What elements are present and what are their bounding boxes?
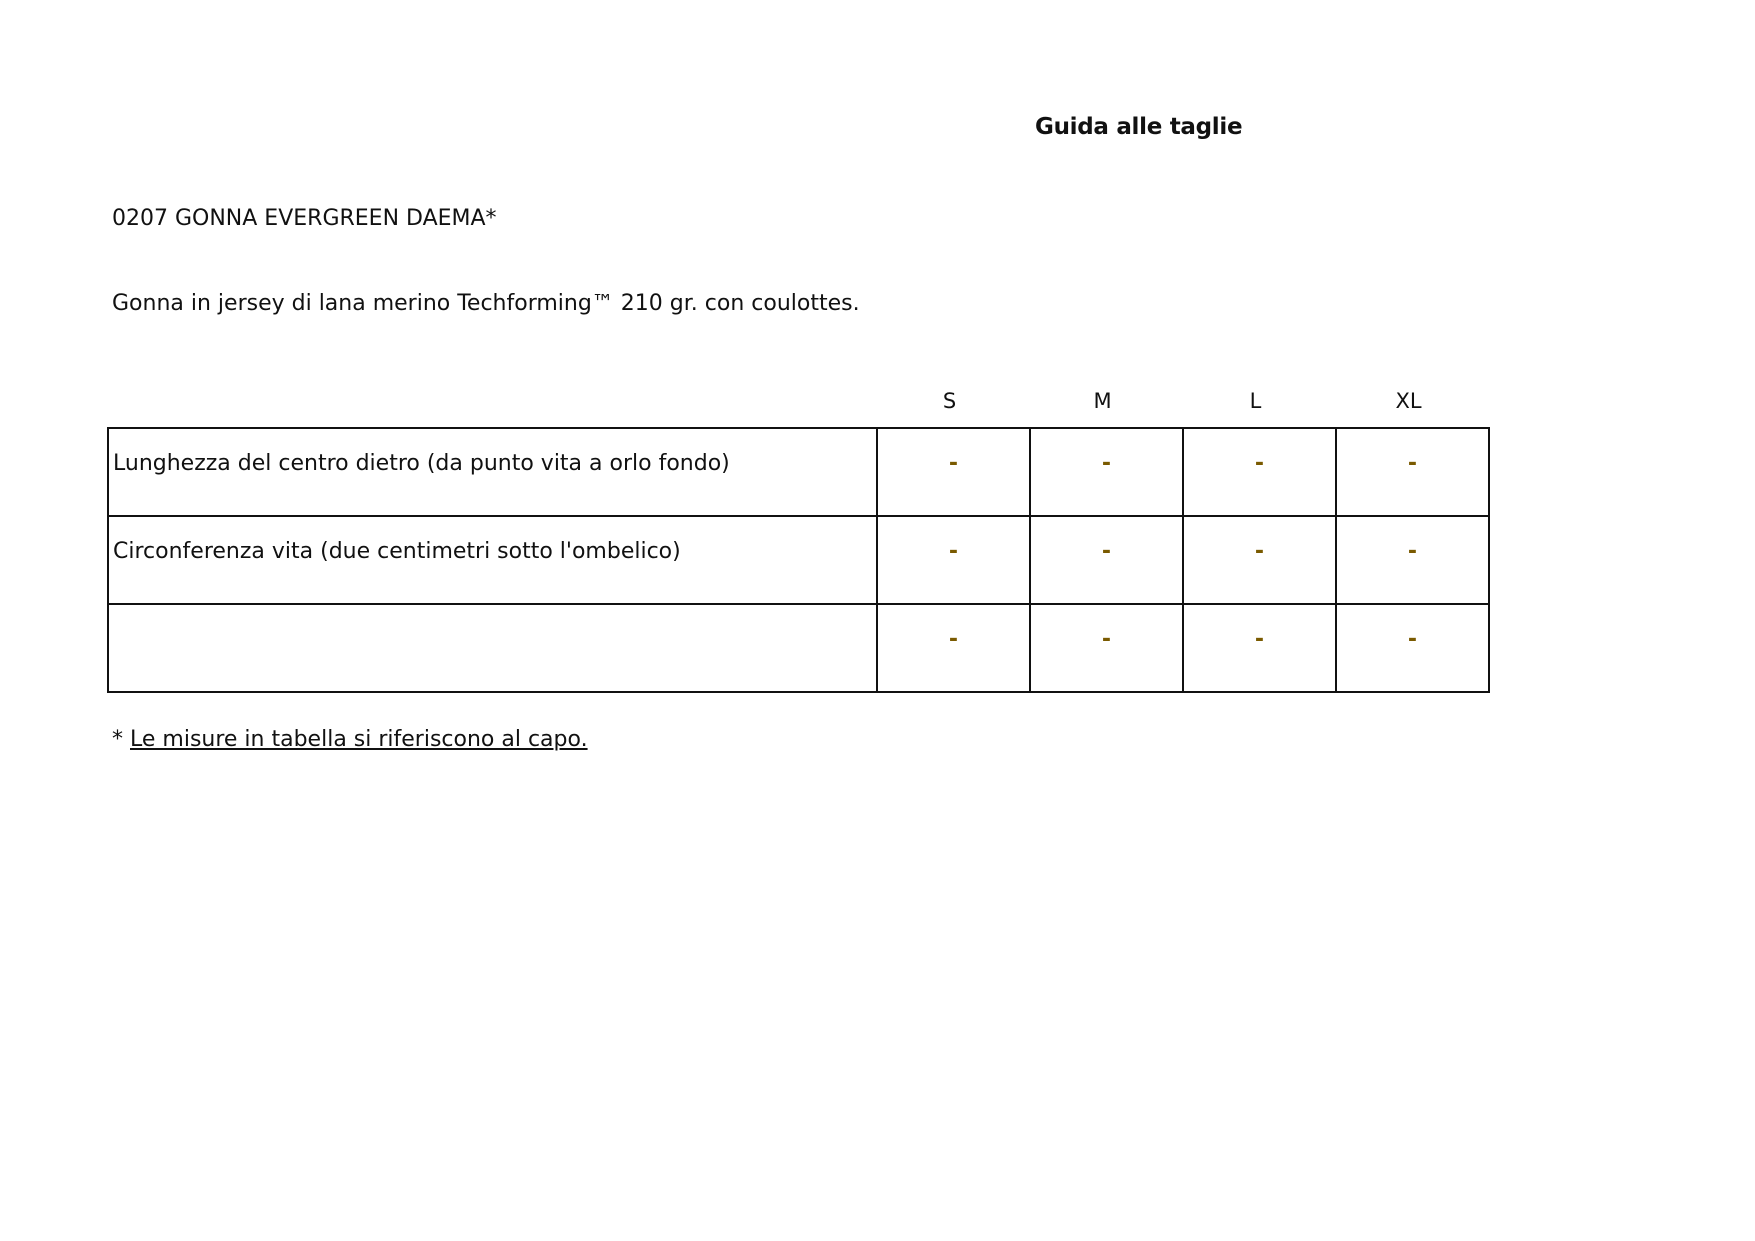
cell-value: - <box>1101 627 1112 652</box>
cell-value: - <box>1254 451 1265 476</box>
cell-value: - <box>1407 539 1418 564</box>
cell-value: - <box>1254 627 1265 652</box>
table-cell <box>1336 516 1489 604</box>
row-label-text: Lunghezza del centro dietro (da punto vita a orlo fondo) <box>113 451 730 476</box>
row-label-text <box>113 605 876 627</box>
table-row <box>108 516 1489 604</box>
footnote <box>112 727 588 752</box>
size-header-s: S <box>942 389 957 413</box>
cell-value: - <box>948 451 959 476</box>
row-label-text: Circonferenza vita (due centimetri sotto l'ombelico) <box>113 539 681 564</box>
table-cell <box>877 604 1030 692</box>
page-title: Guida alle taglie <box>1035 114 1243 140</box>
table-cell <box>1183 428 1336 516</box>
cell-value: - <box>1407 451 1418 476</box>
cell-value: - <box>1101 539 1112 564</box>
table-cell <box>1030 428 1183 516</box>
table-cell <box>1030 516 1183 604</box>
cell-value: - <box>948 627 959 652</box>
table-row <box>108 604 1489 692</box>
product-description: Gonna in jersey di lana merino Techforming™ 210 gr. con coulottes. <box>112 291 860 316</box>
table-cell <box>1336 428 1489 516</box>
table-row <box>108 428 1489 516</box>
table-cell <box>1183 516 1336 604</box>
size-table <box>107 427 1490 693</box>
size-header-m: M <box>1093 389 1112 413</box>
cell-value: - <box>1101 451 1112 476</box>
cell-value: - <box>1254 539 1265 564</box>
table-cell <box>1183 604 1336 692</box>
row-label <box>108 516 877 604</box>
table-cell <box>877 516 1030 604</box>
size-header-l: L <box>1249 389 1262 413</box>
size-header-xl: XL <box>1395 389 1422 413</box>
cell-value: - <box>948 539 959 564</box>
footnote-text: Le misure in tabella si riferiscono al capo. <box>130 727 588 752</box>
row-label <box>108 604 877 692</box>
row-label <box>108 428 877 516</box>
cell-value: - <box>1407 627 1418 652</box>
table-cell <box>1336 604 1489 692</box>
footnote-marker: * <box>112 727 123 752</box>
product-name: 0207 GONNA EVERGREEN DAEMA* <box>112 206 497 231</box>
table-cell <box>1030 604 1183 692</box>
table-cell <box>877 428 1030 516</box>
